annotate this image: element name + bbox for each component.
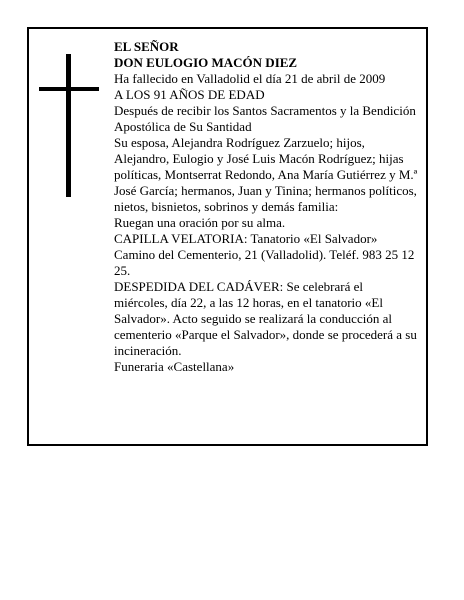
heading-title: EL SEÑOR	[114, 39, 179, 54]
sacraments-text: Después de recibir los Santos Sacramentos y la Bendición Apostólica de Su Santidad	[114, 103, 416, 134]
farewell-info: DESPEDIDA DEL CADÁVER: Se celebrará el miércoles, día 22, a las 12 horas, en el tanatorio «El Salvador». Acto seguido se realizará la conducción al cementerio «Parque el Salvador», donde se procederá a su incineración.	[114, 279, 417, 358]
funeral-home: Funeraria «Castellana»	[114, 359, 235, 374]
death-announcement: Ha fallecido en Valladolid el día 21 de abril de 2009	[114, 71, 386, 86]
cross-horizontal-bar	[39, 87, 99, 91]
age-at-death: A LOS 91 AÑOS DE EDAD	[114, 87, 265, 102]
deceased-name: DON EULOGIO MACÓN DIEZ	[114, 55, 298, 70]
cross-icon	[39, 54, 99, 197]
obituary-text	[114, 39, 420, 375]
family-list: Su esposa, Alejandra Rodríguez Zarzuelo; hijos, Alejandro, Eulogio y José Luis Macón Rodríguez; hijas políticas, Montserrat Redondo, Ana María Gutiérrez y M.ª José García; hermanos, Juan y Tinina; hermanos políticos, nietos, bisnietos, sobrinos y demás familia:	[114, 135, 418, 214]
prayer-request: Ruegan una oración por su alma.	[114, 215, 286, 230]
cross-vertical-bar	[66, 54, 71, 197]
chapel-info: CAPILLA VELATORIA: Tanatorio «El Salvador» Camino del Cementerio, 21 (Valladolid). Teléf. 983 25 12 25.	[114, 231, 415, 278]
